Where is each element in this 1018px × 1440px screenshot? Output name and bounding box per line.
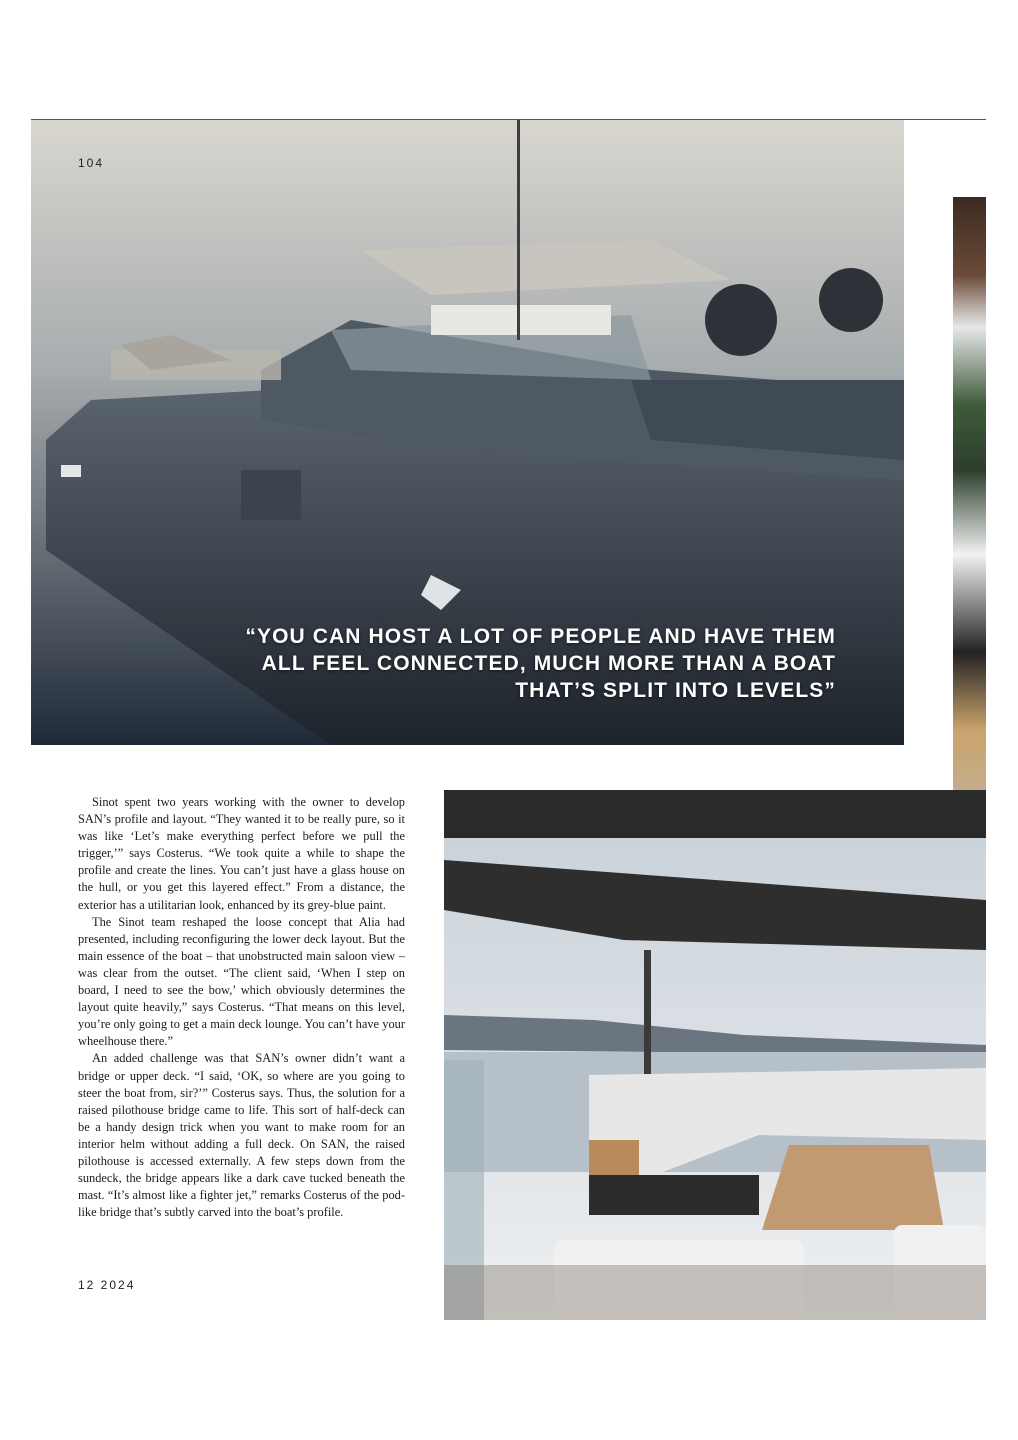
lounge-illustration — [444, 790, 986, 1320]
issue-date: 12 2024 — [78, 1278, 136, 1292]
adjacent-photo-edge — [953, 197, 986, 847]
sundeck-lounge-photo — [444, 790, 986, 1320]
pull-quote: “YOU CAN HOST A LOT OF PEOPLE AND HAVE THEM ALL FEEL CONNECTED, MUCH MORE THAN A BOAT THAT’S SPLIT INTO LEVELS” — [245, 625, 836, 702]
article-body — [78, 794, 405, 1221]
article-paragraph: Sinot spent two years working with the owner to develop SAN’s profile and layout. “They wanted it to be really pure, so it was like ‘Let’s make everything perfect before we pull the trigger,’” says Costerus. “We took quite a while to shape the profile and create the lines. You can’t just have a glass house on the hull, or you get this layered effect.” From a distance, the exterior has a utilitarian look, enhanced by its grey-blue paint. — [78, 795, 405, 912]
article-paragraph: The Sinot team reshaped the loose concept that Alia had presented, including reconfiguring the lower deck layout. But the main essence of the boat – that unobstructed main saloon view – was clear from the outset. “The client said, ‘When I step on board, I need to see the bow,’ which obviously determines the layout quite heavily,” says Costerus. “That means on this level, you’re only going to get a main deck lounge. You can’t have your wheelhouse there.” — [78, 914, 405, 1049]
yacht-exterior-photo — [31, 120, 904, 745]
page-number: 104 — [78, 156, 105, 170]
article-paragraph: An added challenge was that SAN’s owner didn’t want a bridge or upper deck. “I said, ‘OK, so where are you going to steer the boat from, sir?’” Costerus says. Thus, the solution for a raised pilothouse bridge came to life. This sort of half-deck can be a handy design trick when you want to make room for an interior helm without adding a full deck. On SAN, the raised pilothouse is accessed externally. A few steps down from the sundeck, the bridge appears like a dark cave tucked beneath the mast. “It’s almost like a fighter jet,” remarks Costerus of the pod-like bridge that’s subtly carved into the boat’s profile. — [78, 1051, 405, 1220]
